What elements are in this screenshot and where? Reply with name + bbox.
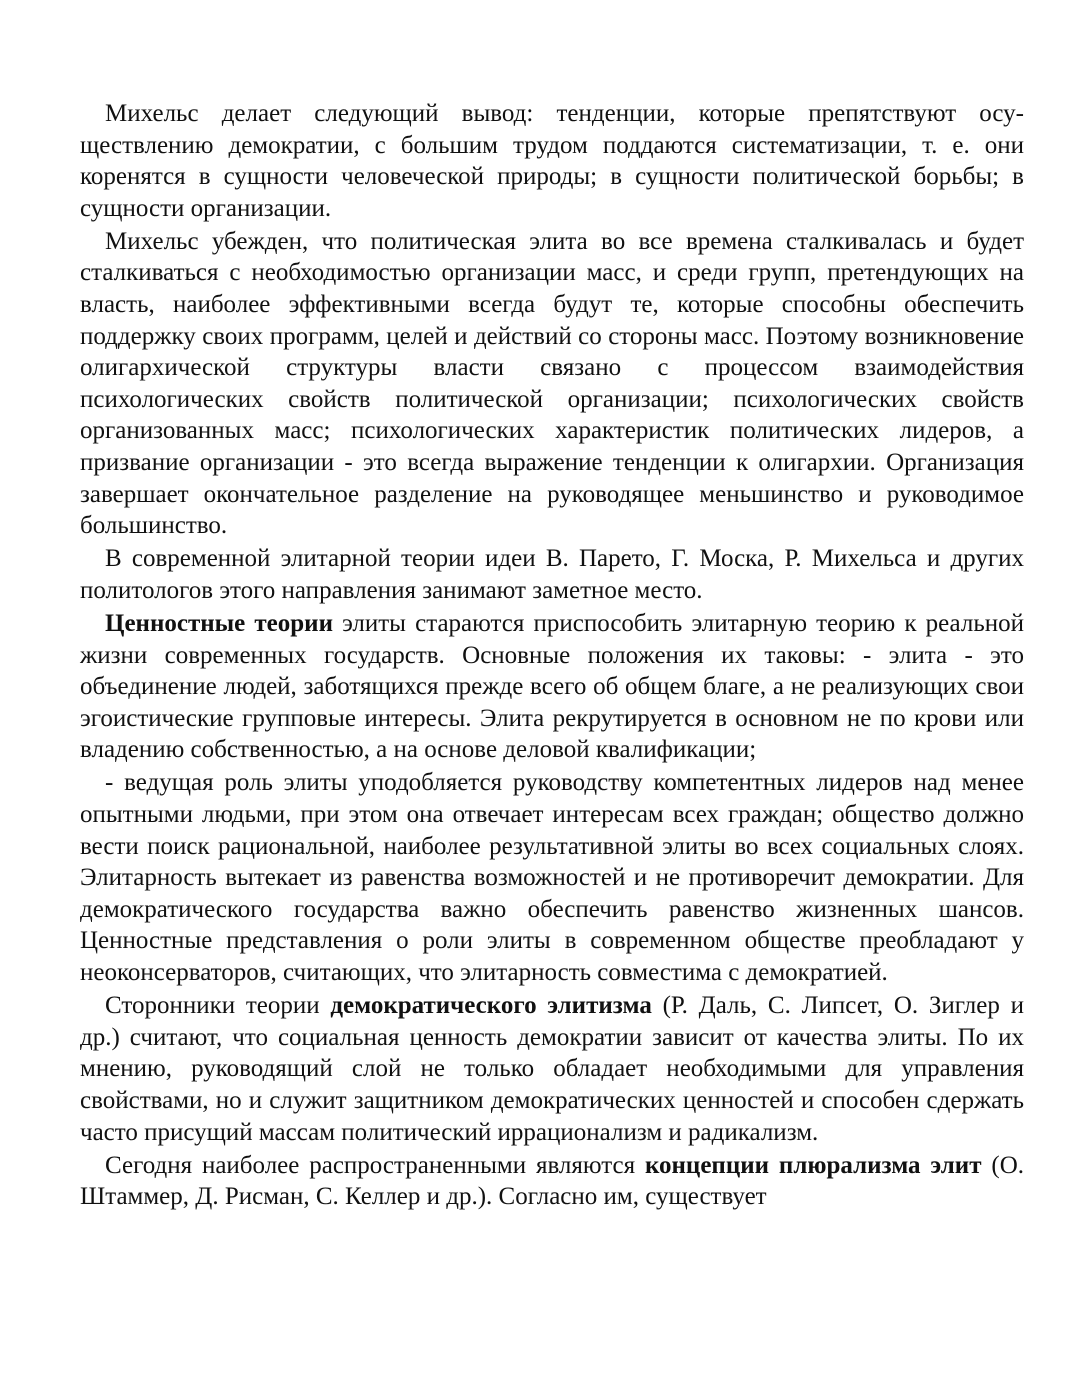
paragraph-modern-elite-theory bbox=[80, 543, 1024, 606]
paragraph-leading-role bbox=[80, 767, 1024, 988]
paragraph-text: Михельс убежден, что политическая элита во все времена сталкивалась и будет сталкиваться с необходимостью организации масс, и среди групп, претендующих на власть, наиболее эффективными всегда будут те, которые способны обеспечить поддержку своих программ, целей и действий со стороны масс. Поэтому возникновение олигархической структуры власти связано с процессом взаимодействия психологических свойств политической организации; психологических свойств организованных масс; психологических характеристик политических лидеров, а призвание организации - это всегда выражение тенденции к олигархии. Организация завершает окончательное разделение на руководящее меньшинство и руководимое большинство. bbox=[80, 227, 1024, 540]
term-elite-pluralism: концепции плюрализма элит bbox=[644, 1151, 982, 1179]
document-page bbox=[80, 98, 1024, 1214]
term-democratic-elitism: демократического элитизма bbox=[330, 992, 652, 1020]
paragraph-text: (О. Штаммер, Д. Рисман, С. Келлер и др.). Согласно им, существует bbox=[80, 1151, 1024, 1211]
paragraph-text: В современной элитарной теории идеи В. Парето, Г. Моска, Р. Михельса и других политологов этого направления занимают заметное место. bbox=[80, 545, 1024, 604]
paragraph-text: Сегодня наиболее распространенными являются bbox=[105, 1151, 645, 1179]
paragraph-text: (Р. Даль, С. Липсет, О. Зиглер и др.) считают, что социальная ценность демократии зависит от качества элиты. По их мнению, руководящий слой не только обладает необходимыми для управления свойствами, но и служит защитником демократических ценностей и способен сдержать часто присущий массам политический иррационализм и радикализм. bbox=[80, 992, 1024, 1146]
paragraph-text: Михельс делает следующий вывод: тенденции, которые препятствуют осуществлению демократии, с большим трудом поддаются систематизации, т. е. они коренятся в сущности человеческой природы; в сущности политической борьбы; в сущности организации. bbox=[80, 100, 1024, 222]
paragraph-michels-conclusion bbox=[80, 98, 1024, 224]
paragraph-michels-elite bbox=[80, 226, 1024, 542]
paragraph-text: Сторонники теории bbox=[105, 992, 331, 1020]
paragraph-elite-pluralism bbox=[80, 1150, 1024, 1213]
term-value-theories: Ценностные теории bbox=[105, 610, 333, 637]
paragraph-text: элиты стараются приспособить элитарную теорию к реальной жизни современных государств. Основные положения их таковы: - элита - это объединение людей, заботящихся прежде всего об общем благе, а не реализующих свои эгоистические групповые интересы. Элита рекрутируется в основном не по крови или владению собственностью, а на основе деловой квалификации; bbox=[80, 610, 1024, 764]
paragraph-text: - ведущая роль элиты уподобляется руководству компетентных лидеров над менее опытными людьми, при этом она отвечает интересам всех граждан; общество должно вести поиск рациональной, наиболее результативной элиты во всех социальных слоях. Элитарность вытекает из равенства возможностей и не противоречит демократии. Для демократического государства важно обеспечить равенство жизненных шансов. Ценностные представления о роли элиты в современном обществе преобладают у неоконсерваторов, считающих, что элитарность совместима с демократией. bbox=[80, 769, 1024, 987]
paragraph-democratic-elitism bbox=[80, 990, 1024, 1148]
paragraph-value-theories bbox=[80, 608, 1024, 766]
